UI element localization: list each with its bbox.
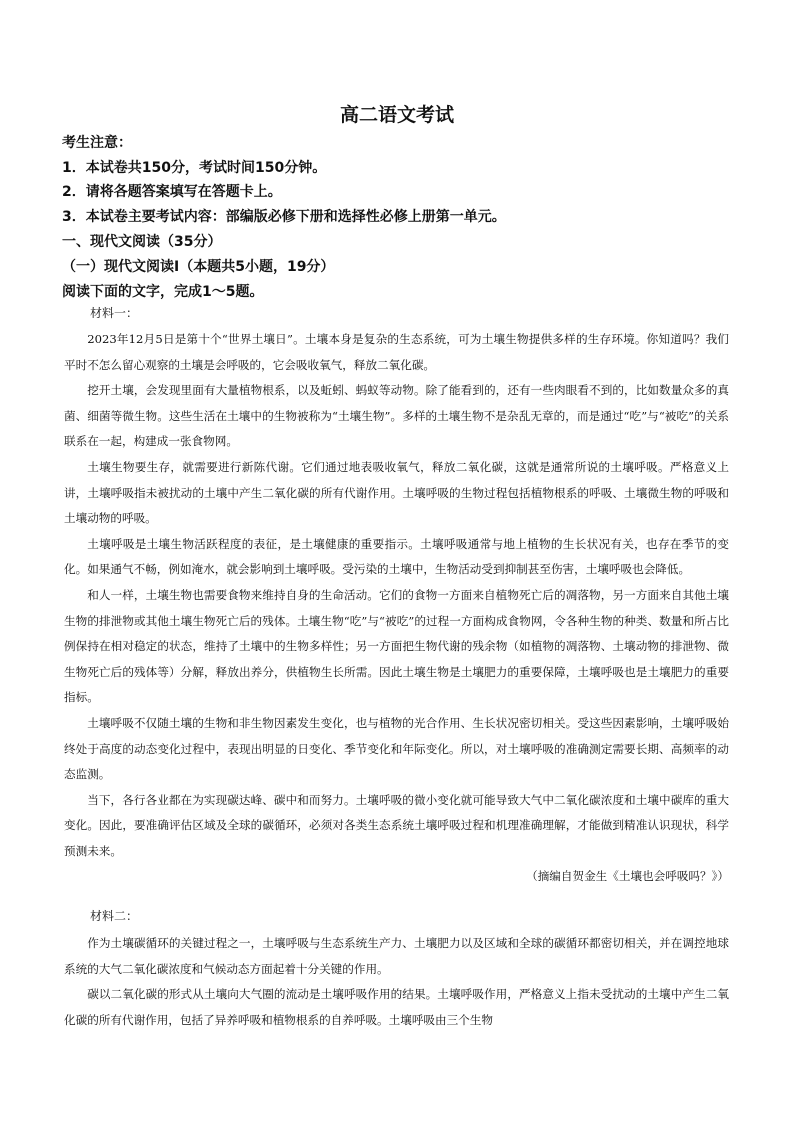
- paragraph: 2023年12月5日是第十个“世界土壤日”。土壤本身是复杂的生态系统，可为土壤生物提供多样的生存环境。你知道吗？我们平时不怎么留心观察的土壤是会呼吸的，它会吸收氧气，释放二氧化碳。: [64, 332, 729, 372]
- page-title: 高二语文考试: [339, 104, 454, 126]
- notice-item-1: 1．本试卷共150分，考试时间150分钟。: [62, 160, 327, 176]
- subsection-title: （一）现代文阅读Ⅰ（本题共5小题，19分）: [62, 259, 335, 275]
- material-1-label: 材料一：: [90, 306, 139, 320]
- paragraph: 当下，各行各业都在为实现碳达峰、碳中和而努力。土壤呼吸的微小变化就可能导致大气中二氧化碳浓度和土壤中碳库的重大变化。因此，要准确评估区域及全球的碳循环，必须对各类生态系统土壤呼吸过程和机理准确理解，才能做到精准认识现状，科学预测未来。: [64, 792, 729, 858]
- material-2-text: [64, 931, 729, 1033]
- notice-item-2: 2．请将各题答案填写在答题卡上。: [62, 184, 282, 200]
- paragraph: 和人一样，土壤生物也需要食物来维持自身的生命活动。它们的食物一方面来自植物死亡后的凋落物，另一方面来自其他土壤生物的排泄物或其他土壤生物死亡后的残体。土壤生物“吃”与“被吃”的过程一方面构成食物网，令各种生物的种类、数量和所占比例保持在相对稳定的状态，维持了土壤中的生物多样性；另一方面把生物代谢的残余物（如植物的凋落物、土壤动物的排泄物、微生物死亡后的残体等）分解，释放出养分，供植物生长所需。因此土壤生物是土壤肥力的重要保障，土壤呼吸也是土壤肥力的重要指标。: [64, 587, 729, 705]
- material-2-label: 材料二：: [90, 909, 139, 923]
- paragraph: 土壤生物要生存，就需要进行新陈代谢。它们通过地表吸收氧气，释放二氧化碳，这就是通常所说的土壤呼吸。严格意义上讲，土壤呼吸指未被扰动的土壤中产生二氧化碳的所有代谢作用。土壤呼吸的生物过程包括植物根系的呼吸、土壤微生物的呼吸和土壤动物的呼吸。: [64, 459, 729, 526]
- paragraph: 挖开土壤，会发现里面有大量植物根系，以及蚯蚓、蚂蚁等动物。除了能看到的，还有一些肉眼看不到的，比如数量众多的真菌、细菌等微生物。这些生活在土壤中的生物被称为“土壤生物”。多样的土壤生物不是杂乱无章的，而是通过“吃”与“被吃”的关系联系在一起，构建成一张食物网。: [64, 383, 729, 449]
- notice-item-3: 3．本试卷主要考试内容：部编版必修下册和选择性必修上册第一单元。: [62, 209, 506, 225]
- material-1-text: [64, 327, 729, 890]
- paragraph: 土壤呼吸不仅随土壤的生物和非生物因素发生变化，也与植物的光合作用、生长状况密切相关。受这些因素影响，土壤呼吸始终处于高度的动态变化过程中，表现出明显的日变化、季节变化和年际变化。所以，对土壤呼吸的准确测定需要长期、高频率的动态监测。: [64, 715, 729, 782]
- section-title: 一、现代文阅读（35分）: [62, 234, 222, 250]
- material-1-source: （摘编自贺金生《土壤也会呼吸吗？》）: [526, 869, 729, 884]
- reading-instruction: 阅读下面的文字，完成1～5题。: [62, 284, 264, 300]
- paragraph: 作为土壤碳循环的关键过程之一，土壤呼吸与生态系统生产力、土壤肥力以及区域和全球的碳循环都密切相关，并在调控地球系统的大气二氧化碳浓度和气候动态方面起着十分关键的作用。: [64, 936, 729, 976]
- paragraph: 碳以二氧化碳的形式从土壤向大气圈的流动是土壤呼吸作用的结果。土壤呼吸作用，严格意义上指未受扰动的土壤中产生二氧化碳的所有代谢作用，包括了异养呼吸和植物根系的自养呼吸。土壤呼吸由三个生物: [64, 987, 729, 1027]
- paragraph: 土壤呼吸是土壤生物活跃程度的表征，是土壤健康的重要指示。土壤呼吸通常与地上植物的生长状况有关，也存在季节的变化。如果通气不畅，例如淹水，就会影响到土壤呼吸。受污染的土壤中，生物活动受到抑制甚至伤害，土壤呼吸也会降低。: [64, 536, 729, 577]
- notice-heading: 考生注意：: [62, 135, 132, 151]
